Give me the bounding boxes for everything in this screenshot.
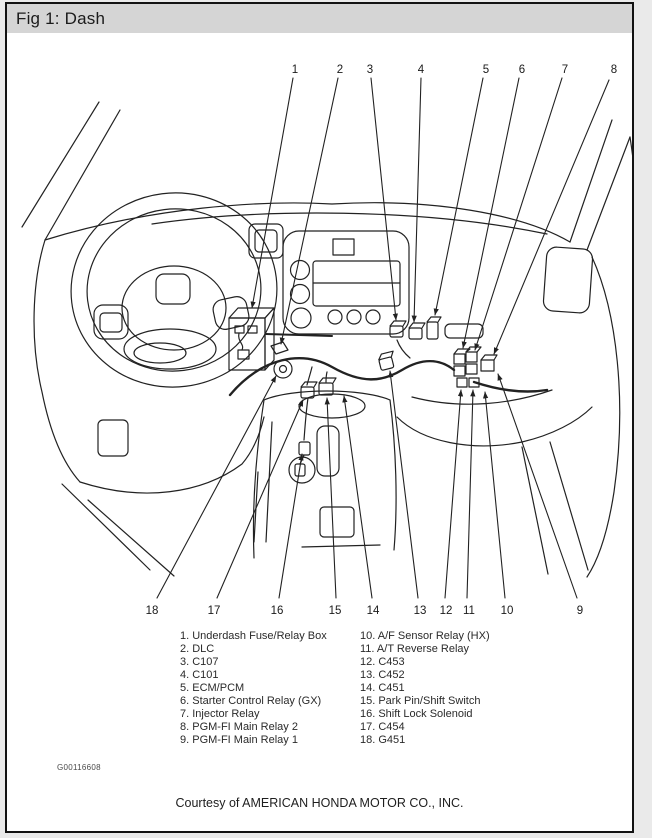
center-stack (249, 224, 409, 334)
legend-item: 12. C453 (360, 656, 405, 668)
relay-cluster (454, 347, 497, 387)
legend-item: 14. C451 (360, 682, 405, 694)
legend-column-left (180, 630, 327, 747)
leader-lines (157, 78, 609, 598)
dash-top-connectors (390, 317, 441, 339)
legend-item: 4. C101 (180, 669, 219, 681)
cabin-structure (22, 102, 632, 577)
legend-item: 3. C107 (180, 656, 219, 668)
steering-wheel (60, 181, 288, 399)
center-console (253, 391, 396, 558)
courtesy-line: Courtesy of AMERICAN HONDA MOTOR CO., INC. (175, 796, 464, 810)
legend-item: 16. Shift Lock Solenoid (360, 708, 473, 720)
figure-code: G00116608 (57, 763, 101, 772)
c452-connector (378, 351, 397, 370)
callout-5: 5 (482, 64, 490, 76)
callout-14: 14 (366, 605, 380, 617)
legend-item: 18. G451 (360, 734, 406, 746)
legend-item: 9. PGM-FI Main Relay 1 (180, 734, 298, 746)
callout-16: 16 (270, 605, 284, 617)
honda-badge (156, 274, 190, 304)
legend-column-right (360, 630, 490, 747)
callout-7: 7 (561, 64, 569, 76)
callout-6: 6 (518, 64, 526, 76)
callout-11: 11 (463, 605, 475, 617)
legend-item: 17. C454 (360, 721, 405, 733)
callout-9: 9 (576, 605, 584, 617)
legend-item: 6. Starter Control Relay (GX) (180, 695, 322, 707)
legend-item: 10. A/F Sensor Relay (HX) (360, 630, 490, 642)
legend-item: 7. Injector Relay (180, 708, 260, 720)
callout-1: 1 (291, 64, 299, 76)
glove-box (543, 246, 593, 313)
legend-item: 11. A/T Reverse Relay (360, 643, 470, 655)
legend-item: 2. DLC (180, 643, 215, 655)
figure-panel (5, 2, 634, 833)
callout-15: 15 (328, 605, 342, 617)
callout-numbers (146, 64, 618, 617)
callout-8: 8 (610, 64, 618, 76)
legend-item: 1. Underdash Fuse/Relay Box (180, 630, 327, 642)
callout-12: 12 (439, 605, 453, 617)
callout-3: 3 (366, 64, 374, 76)
legend (7, 630, 632, 760)
callout-18: 18 (145, 605, 159, 617)
callout-2: 2 (336, 64, 344, 76)
figure-title: Fig 1: Dash (7, 4, 632, 33)
legend-item: 5. ECM/PCM (180, 682, 245, 694)
callout-10: 10 (500, 605, 514, 617)
callout-4: 4 (417, 64, 425, 76)
callout-17: 17 (207, 605, 221, 617)
shifter-slot (317, 426, 339, 476)
dash-diagram (7, 34, 632, 622)
callout-13: 13 (413, 605, 427, 617)
dash-slot (445, 324, 483, 338)
legend-item: 8. PGM-FI Main Relay 2 (180, 721, 298, 733)
legend-item: 13. C452 (360, 669, 405, 681)
legend-item: 15. Park Pin/Shift Switch (360, 695, 481, 707)
